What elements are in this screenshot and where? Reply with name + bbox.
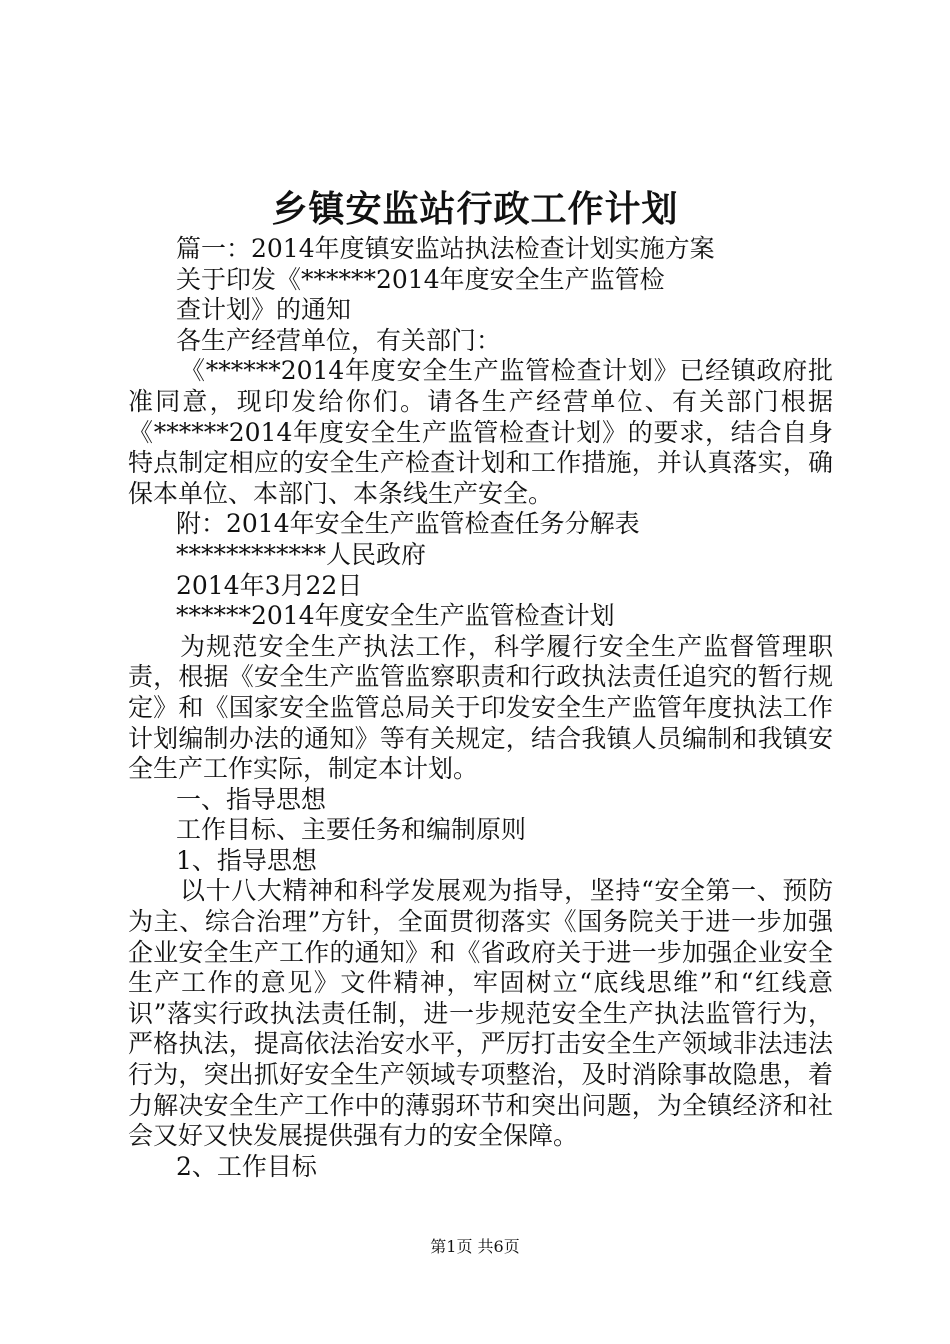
paragraph: 一、指导思想: [176, 784, 327, 814]
paragraph: 篇一：2014年度镇安监站执法检查计划实施方案: [176, 234, 715, 263]
paragraph: 2014年3月22日: [176, 570, 363, 600]
paragraph: 为规范安全生产执法工作，科学履行安全生产监督管理职责，根据《安全生产监管监察职责和行政执法责任追究的暂行规定》和《国家安全监管总局关于印发安全生产监管年度执法工作计划编制办法的通知》等有关规定，结合我镇人员编制和我镇安全生产工作实际，制定本计划。: [128, 631, 833, 784]
paragraph: 工作目标、主要任务和编制原则: [176, 815, 527, 845]
paragraph: 2、工作目标: [176, 1151, 317, 1181]
paragraph: 各生产经营单位，有关部门：: [176, 325, 502, 355]
document-title: 乡镇安监站行政工作计划: [271, 188, 679, 230]
paragraph: 以十八大精神和科学发展观为指导，坚持“安全第一、预防为主、综合治理”方针，全面贯彻落实《国务院关于进一步加强企业安全生产工作的通知》和《省政府关于进一步加强企业安全生产工作的意见》文件精神，牢固树立“底线思维”和“红线意识”落实行政执法责任制，进一步规范安全生产执法监管行为，严格执法，提高依法治安水平，严厉打击安全生产领域非法违法行为，突出抓好安全生产领域专项整治，及时消除事故隐患，着力解决安全生产工作中的薄弱环节和突出问题，为全镇经济和社会又好又快发展提供强有力的安全保障。: [128, 876, 833, 1151]
page-number-footer: 第1页 共6页: [430, 1237, 520, 1256]
paragraph: 1、指导思想: [176, 845, 317, 875]
paragraph: ******2014年度安全生产监管检查计划: [176, 601, 615, 631]
paragraph: 关于印发《******2014年度安全生产监管检: [176, 264, 665, 294]
paragraph: 附：2014年安全生产监管检查任务分解表: [176, 509, 640, 539]
paragraph: 查计划》的通知: [176, 295, 352, 325]
paragraph: 《******2014年度安全生产监管检查计划》已经镇政府批准同意，现印发给你们。请各生产经营单位、有关部门根据《******2014年度安全生产监管检查计划》的要求，结合自身特点制定相应的安全生产检查计划和工作措施，并认真落实，确保本单位、本部门、本条线生产安全。: [128, 356, 833, 508]
paragraph: ************人民政府: [176, 539, 427, 569]
document-body: [128, 234, 833, 1182]
